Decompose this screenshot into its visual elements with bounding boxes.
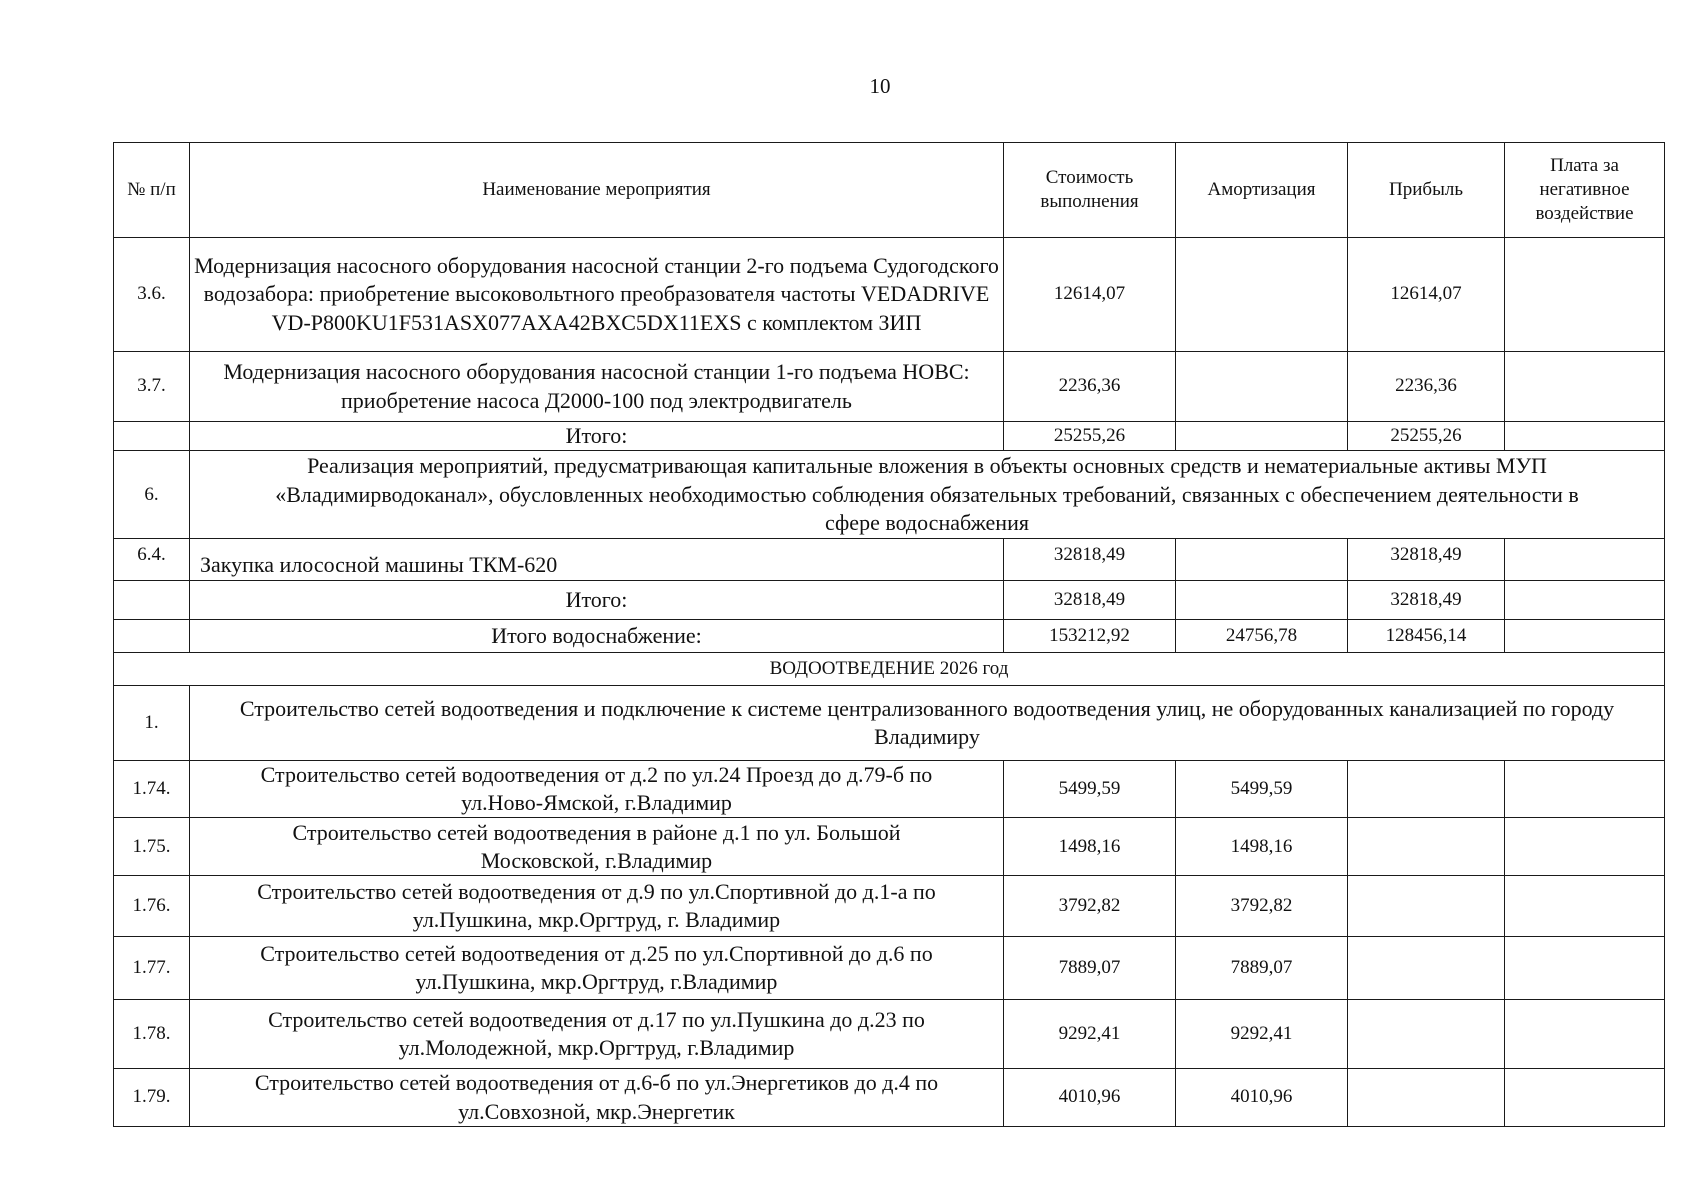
row-name: Строительство сетей водоотведения от д.6-б по ул.Энергетиков до д.4 по ул.Совхозной, мкр.Энергетик (190, 1069, 1004, 1126)
row-profit (1348, 761, 1505, 818)
row-amortization (1176, 352, 1348, 422)
row-amortization: 9292,41 (1176, 1000, 1348, 1069)
row-num: 1.76. (114, 876, 190, 937)
subtotal-row (114, 581, 1665, 620)
subtotal-fee (1505, 422, 1665, 451)
row-cost: 12614,07 (1004, 238, 1176, 352)
row-amortization: 4010,96 (1176, 1069, 1348, 1126)
section-num: 6. (114, 451, 190, 539)
row-profit (1348, 876, 1505, 937)
section-row (114, 686, 1665, 761)
subtotal-amortization (1176, 422, 1348, 451)
row-fee (1505, 1069, 1665, 1126)
row-num: 1.78. (114, 1000, 190, 1069)
row-name: Строительство сетей водоотведения от д.25 по ул.Спортивной до д.6 по ул.Пушкина, мкр.Оргтруд, г.Владимир (190, 937, 1004, 1000)
row-name: Строительство сетей водоотведения от д.2 по ул.24 Проезд до д.79-б по ул.Ново-Ямской, г.Владимир (190, 761, 1004, 818)
row-fee (1505, 876, 1665, 937)
row-cost: 7889,07 (1004, 937, 1176, 1000)
row-cost: 1498,16 (1004, 818, 1176, 876)
subtotal-row (114, 422, 1665, 451)
subtotal-label: Итого: (190, 581, 1004, 620)
subtotal-profit: 25255,26 (1348, 422, 1505, 451)
subtotal-cost: 32818,49 (1004, 581, 1176, 620)
row-profit (1348, 1069, 1505, 1126)
row-profit: 2236,36 (1348, 352, 1505, 422)
row-fee (1505, 352, 1665, 422)
row-profit: 12614,07 (1348, 238, 1505, 352)
row-fee (1505, 761, 1665, 818)
row-num: 1.79. (114, 1069, 190, 1126)
row-profit: 32818,49 (1348, 539, 1505, 581)
row-name: Строительство сетей водоотведения в районе д.1 по ул. Большой Московской, г.Владимир (190, 818, 1004, 876)
grand-total-profit: 128456,14 (1348, 620, 1505, 653)
row-amortization: 5499,59 (1176, 761, 1348, 818)
row-num-empty (114, 581, 190, 620)
subtotal-amortization (1176, 581, 1348, 620)
row-cost: 9292,41 (1004, 1000, 1176, 1069)
subtotal-cost: 25255,26 (1004, 422, 1176, 451)
row-num-empty (114, 422, 190, 451)
header-fee: Плата за негативное воздействие (1505, 143, 1665, 238)
grand-total-cost: 153212,92 (1004, 620, 1176, 653)
year-heading-row (114, 653, 1665, 686)
row-num: 1.74. (114, 761, 190, 818)
header-num: № п/п (114, 143, 190, 238)
row-cost: 32818,49 (1004, 539, 1176, 581)
row-cost: 2236,36 (1004, 352, 1176, 422)
header-profit: Прибыль (1348, 143, 1505, 238)
row-cost: 3792,82 (1004, 876, 1176, 937)
header-name: Наименование мероприятия (190, 143, 1004, 238)
row-amortization: 1498,16 (1176, 818, 1348, 876)
row-name: Модернизация насосного оборудования насосной станции 1-го подъема НОВС: приобретение насоса Д2000-100 под электродвигатель (190, 352, 1004, 422)
table-row (114, 876, 1665, 937)
table-row (114, 761, 1665, 818)
header-cost: Стоимость выполнения (1004, 143, 1176, 238)
row-fee (1505, 238, 1665, 352)
table-row (114, 1000, 1665, 1069)
investment-program-table (113, 142, 1665, 1127)
row-name: Строительство сетей водоотведения от д.9 по ул.Спортивной до д.1-а по ул.Пушкина, мкр.Оргтруд, г. Владимир (190, 876, 1004, 937)
row-name: Модернизация насосного оборудования насосной станции 2-го подъема Судогодского водозабора: приобретение высоковольтного преобразователя частоты VEDADRIVE VD-P800KU1F531ASX077AXA42BXC5DX11EXS с комплектом ЗИП (190, 238, 1004, 352)
grand-total-label: Итого водоснабжение: (190, 620, 1004, 653)
row-num: 1.77. (114, 937, 190, 1000)
row-profit (1348, 1000, 1505, 1069)
row-num: 3.7. (114, 352, 190, 422)
table-row (114, 937, 1665, 1000)
row-amortization: 7889,07 (1176, 937, 1348, 1000)
year-heading: ВОДООТВЕДЕНИЕ 2026 год (114, 653, 1665, 686)
row-name: Строительство сетей водоотведения от д.17 по ул.Пушкина до д.23 по ул.Молодежной, мкр.Оргтруд, г.Владимир (190, 1000, 1004, 1069)
table-row (114, 352, 1665, 422)
table-header-row (114, 143, 1665, 238)
row-name: Закупка илососной машины ТКМ-620 (190, 539, 1004, 581)
grand-total-fee (1505, 620, 1665, 653)
header-amortization: Амортизация (1176, 143, 1348, 238)
row-num: 1.75. (114, 818, 190, 876)
row-amortization: 3792,82 (1176, 876, 1348, 937)
page-number: 10 (869, 74, 891, 98)
row-cost: 4010,96 (1004, 1069, 1176, 1126)
row-num-empty (114, 620, 190, 653)
grand-total-amortization: 24756,78 (1176, 620, 1348, 653)
subtotal-fee (1505, 581, 1665, 620)
row-num: 6.4. (114, 539, 190, 581)
table-row (114, 238, 1665, 352)
table-row (114, 1069, 1665, 1126)
grand-total-row (114, 620, 1665, 653)
section-row (114, 451, 1665, 539)
row-profit (1348, 818, 1505, 876)
row-cost: 5499,59 (1004, 761, 1176, 818)
row-fee (1505, 937, 1665, 1000)
row-amortization (1176, 238, 1348, 352)
row-fee (1505, 539, 1665, 581)
table-row (114, 539, 1665, 581)
table-row (114, 818, 1665, 876)
row-fee (1505, 818, 1665, 876)
section-title: Реализация мероприятий, предусматривающая капитальные вложения в объекты основных средств и нематериальные активы МУП «Владимирводоканал», обусловленных необходимостью соблюдения обязательных требований, связанных с обеспечением деятельности в сфере водоснабжения (190, 451, 1665, 539)
row-amortization (1176, 539, 1348, 581)
subtotal-label: Итого: (190, 422, 1004, 451)
subtotal-profit: 32818,49 (1348, 581, 1505, 620)
row-fee (1505, 1000, 1665, 1069)
section-title: Строительство сетей водоотведения и подключение к системе централизованного водоотведения улиц, не оборудованных канализацией по городу Владимиру (190, 686, 1665, 761)
row-num: 3.6. (114, 238, 190, 352)
section-num: 1. (114, 686, 190, 761)
row-profit (1348, 937, 1505, 1000)
